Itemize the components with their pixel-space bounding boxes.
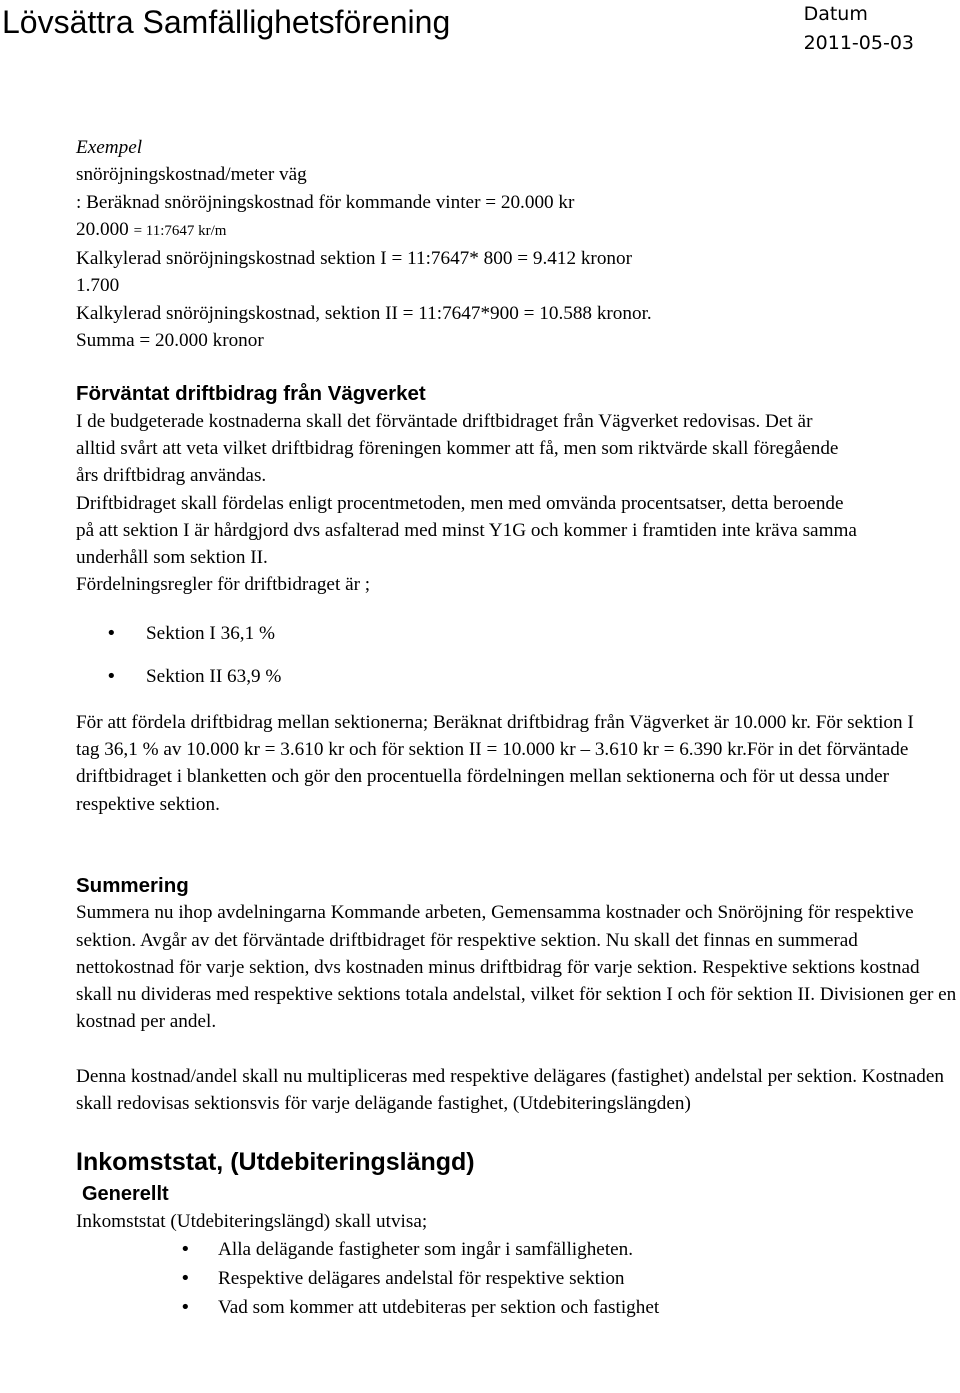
list-item: • Respektive delägares andelstal för respektive sektion [76,1264,960,1293]
summering-heading: Summering [76,873,189,897]
example-line: snöröjningskostnad/meter väg [76,164,307,186]
example-line: Kalkylerad snöröjningskostnad, sektion II = 11:7647*900 = 10.588 kronor. [76,302,652,324]
section-percent-list [76,612,960,698]
document-body [76,134,960,1322]
example-line: Kalkylerad snöröjningskostnad sektion I = 11:7647* 800 = 9.412 kronor [76,248,632,270]
example-label: Exempel [76,137,143,158]
list-item: • Sektion II 63,9 % [76,655,960,698]
example-value: 20.000 [76,218,129,240]
generellt-subheading: Generellt [82,1182,169,1205]
example-line: 1.700 [76,275,120,297]
date-block [804,0,914,58]
inkomststat-heading: Inkomststat, (Utdebiteringslängd) [76,1148,475,1177]
date-label: Datum [803,3,868,25]
driftbidrag-paragraph: Fördelningsregler för driftbidraget är ; [76,574,371,596]
summering-paragraph: Denna kostnad/andel skall nu multipliceras med respektive delägares (fastighet) andelstal per sektion. Kostnaden skall redovisas sektionsvis för varje delägande fastighet, (Utdebiteringslängden) [76,1065,944,1115]
driftbidrag-paragraph: I de budgeterade kostnaderna skall det förväntade driftbidraget från Vägverket redovisas. Det är alltid svårt att veta vilket driftbidrag föreningen kommer att få, men som riktvärde skall föregående års driftbidrag användas. [76,410,839,487]
example-line: Summa = 20.000 kronor [76,330,264,352]
date-value: 2011-05-03 [803,32,914,54]
example-line: : Beräknad snöröjningskostnad för kommande vinter = 20.000 kr [76,191,575,213]
driftbidrag-heading: Förväntat driftbidrag från Vägverket [76,382,426,406]
driftbidrag-paragraph: Driftbidraget skall fördelas enligt procentmetoden, men med omvända procentsatser, detta beroende på att sektion I är hårdgjord dvs asfalterad med minst Y1G och kommer i framtiden inte kräva samma underhåll som sektion II. [76,492,857,569]
example-line [76,216,960,245]
list-item: • Vad som kommer att utdebiteras per sektion och fastighet [76,1293,960,1322]
inkomststat-intro: Inkomststat (Utdebiteringslängd) skall utvisa; [76,1210,428,1232]
list-item: • Sektion I 36,1 % [76,612,960,655]
example-rate: = 11:7647 kr/m [133,222,227,239]
driftbidrag-paragraph: För att fördela driftbidrag mellan sektionerna; Beräknat driftbidrag från Vägverket är 10.000 kr. För sektion I tag 36,1 % av 10.000 kr = 3.610 kr och för sektion II = 10.000 kr – 3.610 kr = 6.390 kr.För in det förväntade driftbidraget i blanketten och gör den procentuella fördelningen mellan sektionerna och för ut dessa under respektive sektion. [76,711,914,815]
document-title: Lövsättra Samfällighetsförening [2,4,451,40]
summering-paragraph: Summera nu ihop avdelningarna Kommande arbeten, Gemensamma kostnader och Snöröjning för respektive sektion. Avgår av det förväntade driftbidraget för respektive sektion. Nu skall det finnas en summerad nettokostnad för varje sektion, dvs kostnaden minus driftbidrag för varje sektion. Respektive sektions kostnad skall nu divideras med respektive sektions totala andelstal, vilket för sektion I och för sektion II. Divisionen ger en kostnad per andel. [76,902,957,1033]
inkomststat-list [76,1235,960,1322]
list-item: • Alla delägande fastigheter som ingår i samfälligheten. [76,1235,960,1264]
